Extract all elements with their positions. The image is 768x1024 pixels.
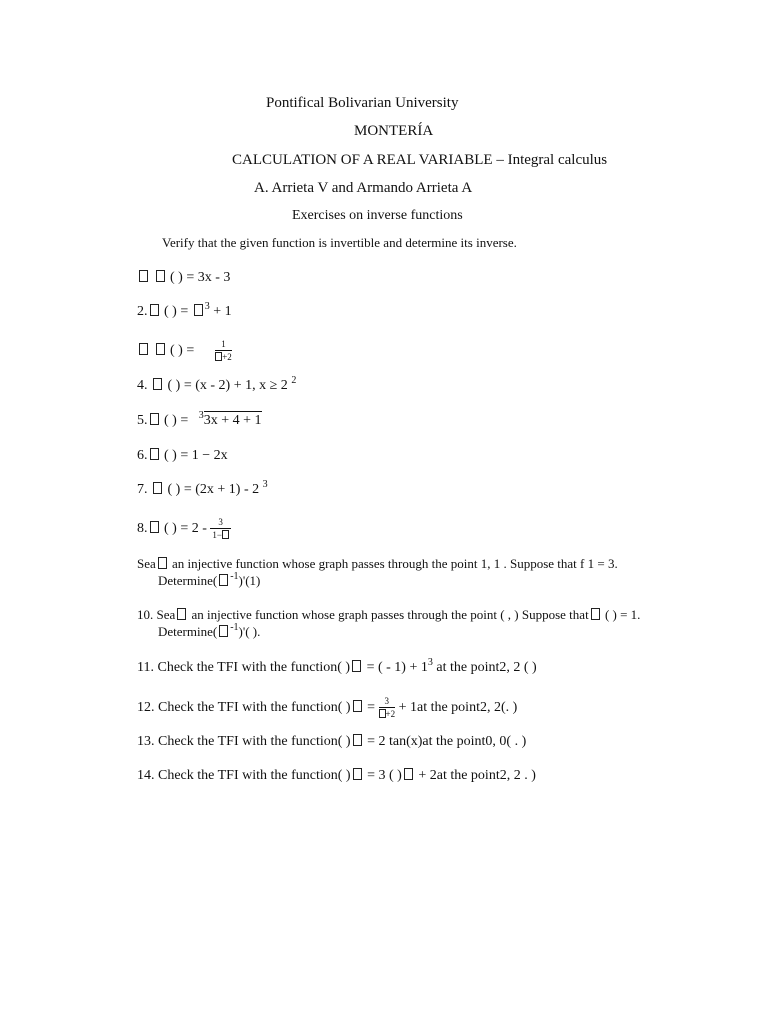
- exercise-8-fraction: [210, 518, 231, 540]
- exercise-7-number: 7.: [137, 482, 148, 497]
- missing-glyph-icon: [153, 482, 162, 494]
- missing-glyph-icon: [353, 768, 362, 780]
- exercise-6-lhs: ( ) =: [164, 448, 189, 463]
- exercise-4: [137, 375, 297, 393]
- missing-glyph-icon: [352, 660, 361, 672]
- exercise-5-rhs: 3x + 4 + 1: [203, 413, 262, 428]
- exercise-4-lhs: ( ) =: [167, 378, 192, 393]
- missing-glyph-icon: [219, 574, 228, 586]
- course-title: CALCULATION OF A REAL VARIABLE – Integral calculus: [232, 152, 608, 168]
- missing-glyph-icon: [156, 343, 165, 355]
- exercise-8-rhs: 2 -: [191, 521, 207, 537]
- tfi-14: 14. Check the TFI with the function( ) = 3 ( ) + 2at the point2, 2 . ): [137, 768, 536, 783]
- exercise-7-rhs: (2x + 1) - 2: [195, 482, 260, 497]
- tfi-12-fraction: $\frac{3}{+2}$: [379, 697, 396, 719]
- authors-line: A. Arrieta V and Armando Arrieta A: [254, 180, 473, 196]
- exercise-6-number: 6.: [137, 448, 148, 463]
- exercise-2-lhs: ( ) =: [164, 304, 189, 319]
- missing-glyph-icon: [150, 521, 159, 533]
- missing-glyph-icon: [353, 734, 362, 746]
- exercise-3: [137, 340, 232, 362]
- missing-glyph-icon: [150, 413, 159, 425]
- exercise-7-lhs: ( ) =: [167, 482, 192, 497]
- problem-9-line-2: Determine( $^{-1}$)'(1): [158, 571, 261, 588]
- missing-glyph-icon: [139, 343, 148, 355]
- tfi-12: 12. Check the TFI with the function( ) = $\frac{3}{+2}$ + 1at the point2, 2(. ): [137, 696, 518, 719]
- exercise-8-denominator: 1−: [210, 529, 231, 540]
- exercise-4-number: 4.: [137, 378, 148, 393]
- missing-glyph-icon: [591, 608, 600, 620]
- exercise-6-rhs: 1 − 2x: [191, 448, 228, 463]
- missing-glyph-icon: [379, 709, 386, 718]
- missing-glyph-icon: [219, 625, 228, 637]
- missing-glyph-icon: [156, 270, 165, 282]
- exercise-2-number: 2.: [137, 304, 148, 319]
- exercise-8-number: 8.: [137, 521, 148, 537]
- exercise-5: [137, 410, 262, 428]
- instruction-text: Verify that the given function is invertible and determine its inverse.: [162, 235, 517, 250]
- exercise-8-lhs: ( ) =: [164, 521, 189, 537]
- exercise-5-lhs: ( ) =: [164, 413, 189, 428]
- problem-10-line-2: Determine( $^{-1}$)'( ).: [158, 622, 261, 639]
- missing-glyph-icon: [353, 700, 362, 712]
- exercise-6: [137, 448, 228, 463]
- city-name: MONTERÍA: [354, 123, 434, 139]
- exercise-3-numerator: 1: [215, 340, 232, 351]
- missing-glyph-icon: [177, 608, 186, 620]
- exercise-3-fraction: [215, 340, 232, 362]
- missing-glyph-icon: [222, 530, 229, 539]
- exercise-7: [137, 479, 268, 497]
- exercise-2-exponent: 3: [204, 301, 210, 312]
- tfi-11: 11. Check the TFI with the function( ) = ( - $1) + 1^3$ at the point2, 2 ( ): [137, 657, 537, 675]
- exercise-5-root-index: 3: [198, 410, 204, 421]
- exercise-1-rhs: 3x - 3: [197, 270, 231, 285]
- exercise-4-rhs: (x - 2) + 1, x ≥ 2: [195, 378, 288, 393]
- missing-glyph-icon: [404, 768, 413, 780]
- missing-glyph-icon: [139, 270, 148, 282]
- problem-10-line-1: 10. Sea an injective function whose graph passes through the point ( , ) Suppose that ( ) = 1.: [137, 607, 641, 622]
- university-name: Pontifical Bolivarian University: [266, 95, 459, 111]
- missing-glyph-icon: [194, 304, 203, 316]
- exercise-3-denominator: +2: [215, 351, 232, 362]
- exercise-4-exponent: 2: [291, 375, 297, 386]
- missing-glyph-icon: [153, 378, 162, 390]
- document-subtitle: Exercises on inverse functions: [292, 208, 463, 223]
- exercise-2: [137, 301, 232, 319]
- exercise-8-numerator: 3: [210, 518, 231, 529]
- exercise-8: [137, 518, 231, 540]
- exercise-2-rhs: + 1: [213, 304, 232, 319]
- exercise-7-exponent: 3: [262, 479, 268, 490]
- missing-glyph-icon: [158, 557, 167, 569]
- tfi-13: 13. Check the TFI with the function( ) = 2 tan(x)at the point0, 0( . ): [137, 734, 527, 749]
- exercise-3-lhs: ( ) =: [170, 343, 195, 359]
- missing-glyph-icon: [150, 448, 159, 460]
- exercise-1-lhs: ( ) =: [170, 270, 195, 285]
- problem-9-line-1: Sea an injective function whose graph passes through the point 1, 1 . Suppose that f 1 = 3.: [137, 556, 618, 571]
- exercise-1: [137, 270, 230, 285]
- exercise-5-number: 5.: [137, 413, 148, 428]
- missing-glyph-icon: [150, 304, 159, 316]
